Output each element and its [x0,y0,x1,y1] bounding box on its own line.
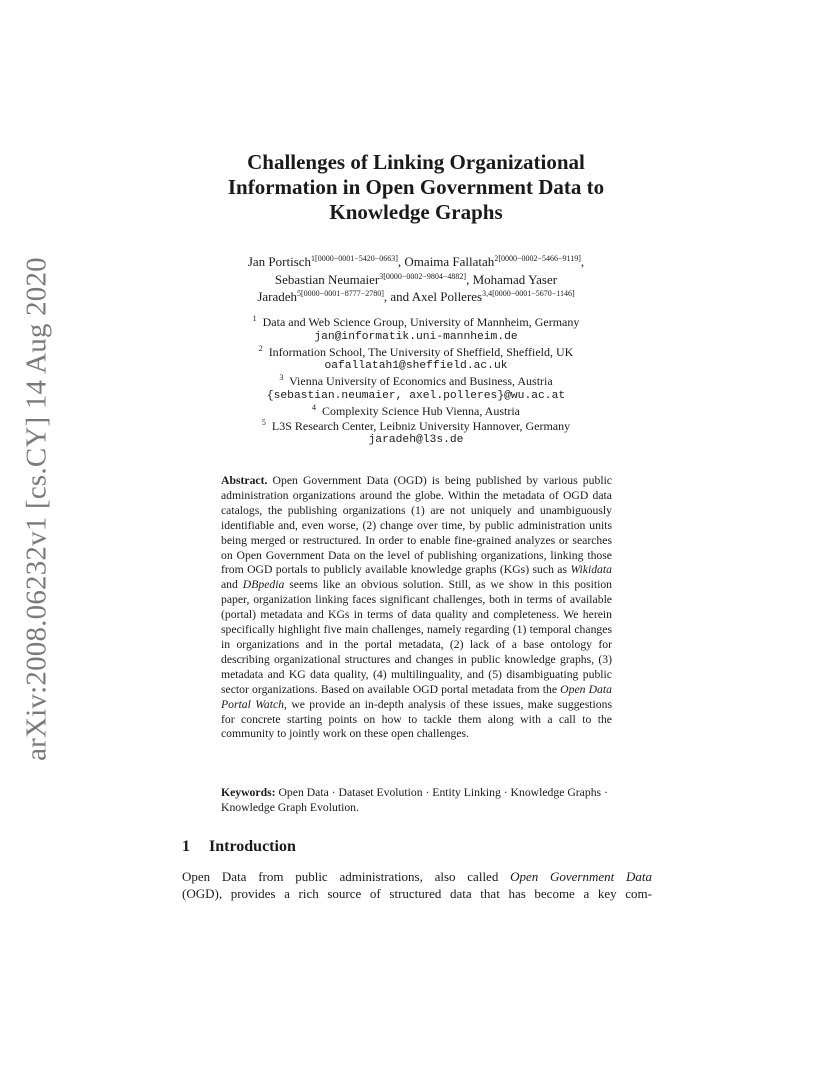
abstract-emphasis: Wikidata [570,563,612,577]
affiliation-text: Information School, The University of Sheffield, Sheffield, UK [268,344,574,359]
author-separator: , [466,271,473,287]
affiliation [170,374,662,389]
keywords-text: Open Data · Dataset Evolution · Entity Linking · Knowledge Graphs · Knowledge Graph Evolution. [221,786,608,814]
abstract-emphasis: Open Data Portal Watch [221,682,612,711]
author-affiliation-orcid: 2[0000−0002−5466−9119] [494,254,581,263]
section-heading [182,838,296,856]
author-separator: , [397,254,405,269]
affiliation [170,404,662,419]
author-name-part: Jaradeh [257,289,298,304]
arxiv-identifier: arXiv:2008.06232v1 [cs.CY] 14 Aug 2020 [20,257,53,761]
body-text: (OGD), provides a rich source of structured data that has become a key com- [182,886,652,901]
affiliation-number: 4 [311,402,316,412]
body-text: Open Data from public administrations, also called [182,869,511,884]
author-name: Jan Portisch [247,254,312,269]
title-line: Challenges of Linking Organizational [247,150,585,174]
abstract-text: , we provide an in-depth analysis of these issues, make suggestions for concrete starting points on how to tackle them along with a call to the community to jointly work on these open challenges. [221,697,613,741]
author-line [170,288,662,306]
author-affiliation-orcid: 5[0000−0001−8777−2780] [297,289,384,298]
author-line [170,253,662,271]
author-affiliation-orcid: 3,4[0000−0001−5670−1146] [482,289,575,298]
author-name-part: Mohamad Yaser [472,271,558,287]
author-separator: , and [383,289,412,304]
title-line: Knowledge Graphs [329,200,503,224]
affiliation [170,315,662,330]
abstract-text: seems like an obvious solution. Still, as we show in this position paper, organization linking faces significant challenges, both in terms of available (portal) metadata and KGs in terms of data quality and completeness. We herein specifically highlight five main challenges, namely regarding (1) temporal changes in organizations and in the portal metadata, (2) lack of a base ontology for describing organizational structures and changes in public knowledge graphs, (3) metadata and KG data quality, (4) multilinguality, and (5) disambiguating public sector organizations. Based on available OGD portal metadata from the [221,578,613,696]
arxiv-sidebar [17,257,57,761]
paper-title [180,150,652,225]
author-name: Sebastian Neumaier [274,271,380,287]
abstract-text: Open Government Data (OGD) is being published by various public administration organizations around the globe. Within the metadata of OGD data catalogs, the publishing organizations (1) are not uniquely and unambiguously identifiable and, even worse, (2) change over time, by public administration units being merged or restructured. In order to enable fine-grained analyzes or searches on Open Government Data on the level of publishing organizations, linking those from OGD portals to publicly available knowledge graphs (KGs) such as [221,474,612,577]
abstract [221,474,612,742]
affiliation-number: 2 [258,343,263,353]
affiliation-email: oafallatah1@sheffield.ac.uk [324,360,508,373]
abstract-text: and [221,578,243,592]
title-line: Information in Open Government Data to [227,175,605,199]
author-separator: , [580,254,585,269]
body-emphasis: Open Government Data [510,869,652,884]
affiliations [170,315,662,448]
abstract-label: Abstract. [221,474,268,487]
affiliation-number: 1 [252,314,257,323]
affiliation-text: L3S Research Center, Leibniz University Hannover, Germany [271,418,571,433]
body-line [182,868,652,885]
affiliation-text: Complexity Science Hub Vienna, Austria [321,403,521,418]
author-name: Axel Polleres [411,289,483,304]
abstract-emphasis: DBpedia [242,578,285,592]
affiliation-email: jan@informatik.uni-mannheim.de [314,330,518,343]
affiliation-email: {sebastian.neumaier, axel.polleres}@wu.ac.at [266,389,566,402]
keywords [221,786,612,816]
section-number: 1 [182,838,190,855]
introduction-text [182,868,652,902]
affiliation-email: jaradeh@l3s.de [368,434,464,447]
affiliation-number: 3 [279,373,284,383]
affiliation-text: Vienna University of Economics and Business, Austria [289,374,553,389]
body-line [182,885,652,902]
author-affiliation-orcid: 1[0000−0001−5420−0663] [311,254,398,263]
author-line [170,271,662,289]
author-list [170,253,662,306]
keywords-label: Keywords: [221,786,276,799]
section-title: Introduction [209,838,296,855]
author-affiliation-orcid: 3[0000−0002−9804−4882] [379,271,467,281]
affiliation [170,345,662,360]
affiliation-number: 5 [261,417,266,427]
affiliation [170,419,662,434]
affiliation-text: Data and Web Science Group, University of Mannheim, Germany [262,315,580,329]
author-name: Omaima Fallatah [404,254,495,269]
